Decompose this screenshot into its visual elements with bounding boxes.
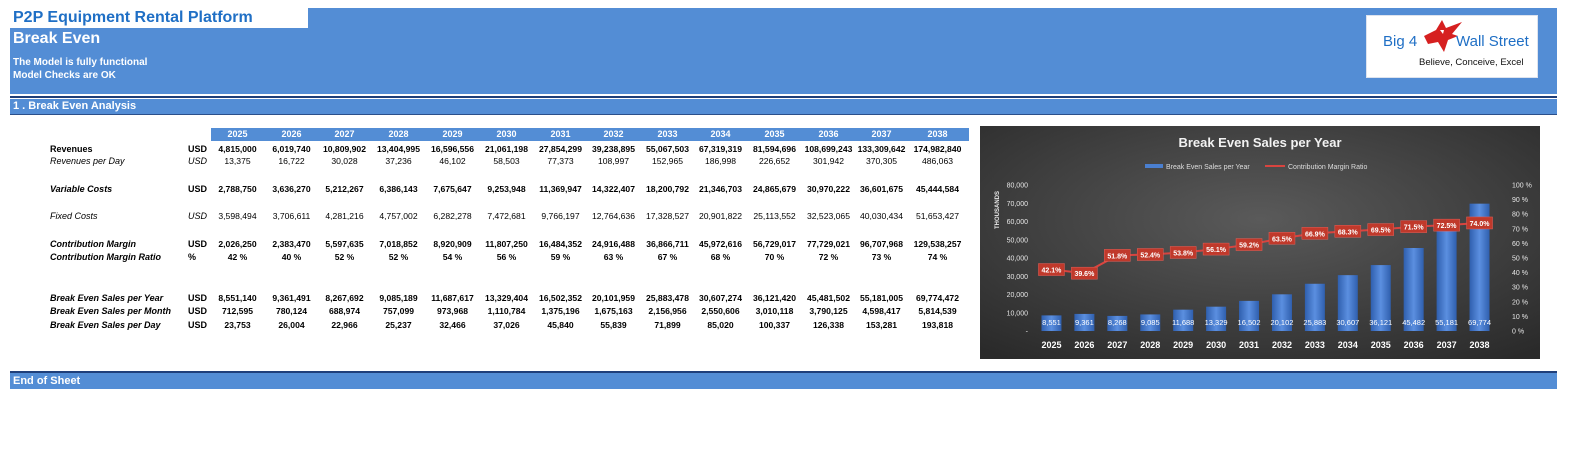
year-header: 2037 bbox=[871, 129, 892, 139]
row-label: Contribution Margin Ratio bbox=[50, 252, 161, 262]
table-cell: 3,706,611 bbox=[272, 211, 311, 221]
table-cell: 32,466 bbox=[439, 320, 466, 330]
row-label: Break Even Sales per Year bbox=[50, 293, 164, 303]
bar-value-label: 45,482 bbox=[1402, 318, 1426, 327]
app-title-box bbox=[10, 8, 308, 28]
bar-value-label: 8,268 bbox=[1107, 318, 1127, 327]
table-cell: 11,687,617 bbox=[431, 293, 474, 303]
table-cell: 36,121,420 bbox=[752, 293, 796, 303]
table-cell: 129,538,257 bbox=[913, 239, 962, 249]
table-cell: 52 % bbox=[388, 252, 409, 262]
table-cell: 30,028 bbox=[331, 156, 358, 166]
table-cell: 126,338 bbox=[812, 320, 845, 330]
table-cell: 42 % bbox=[227, 252, 248, 262]
table-cell: 2,550,606 bbox=[701, 306, 740, 316]
row-label: Fixed Costs bbox=[50, 211, 98, 221]
table-cell: 71,899 bbox=[654, 320, 681, 330]
table-cell: 3,010,118 bbox=[755, 306, 794, 316]
table-cell: 780,124 bbox=[275, 306, 308, 316]
y2-tick-label: 60 % bbox=[1512, 240, 1528, 248]
table-cell: 13,404,995 bbox=[376, 144, 420, 154]
year-header: 2030 bbox=[496, 129, 517, 139]
row-unit: USD bbox=[188, 306, 208, 316]
year-header: 2027 bbox=[334, 129, 355, 139]
table-cell: 186,998 bbox=[704, 156, 737, 166]
line-value-label: 42.1% bbox=[1041, 267, 1062, 275]
table-cell: 72 % bbox=[818, 252, 839, 262]
table-cell: 2,026,250 bbox=[218, 239, 257, 249]
table-cell: 20,901,822 bbox=[698, 211, 742, 221]
table-cell: 9,361,491 bbox=[272, 293, 311, 303]
table-cell: 14,322,407 bbox=[591, 184, 635, 194]
table-cell: 7,018,852 bbox=[379, 239, 418, 249]
table-cell: 193,818 bbox=[921, 320, 954, 330]
line-value-label: 66.9% bbox=[1304, 231, 1325, 239]
bar-value-label: 11,688 bbox=[1171, 318, 1195, 327]
table-cell: 74 % bbox=[927, 252, 948, 262]
table-cell: 45,972,616 bbox=[698, 239, 742, 249]
table-cell: 486,063 bbox=[921, 156, 954, 166]
table-cell: 10,809,902 bbox=[322, 144, 366, 154]
x-tick-label: 2034 bbox=[1337, 340, 1358, 350]
y-tick-label: 60,000 bbox=[1006, 219, 1028, 226]
table-cell: 23,753 bbox=[224, 320, 251, 330]
table-cell: 46,102 bbox=[439, 156, 466, 166]
table-cell: 56,729,017 bbox=[752, 239, 796, 249]
sheet-name: Break Even bbox=[13, 30, 101, 47]
table-cell: 77,373 bbox=[547, 156, 574, 166]
logo-right-text: Wall Street bbox=[1456, 33, 1529, 50]
table-cell: 12,764,636 bbox=[591, 211, 635, 221]
table-cell: 67,319,319 bbox=[698, 144, 742, 154]
y-tick-label: 80,000 bbox=[1006, 182, 1028, 190]
table-cell: 58,503 bbox=[493, 156, 520, 166]
table-cell: 6,386,143 bbox=[379, 184, 418, 194]
table-cell: 36,601,675 bbox=[859, 184, 903, 194]
line-value-label: 63.5% bbox=[1272, 236, 1292, 244]
y2-tick-label: 40 % bbox=[1512, 270, 1528, 278]
bar-value-label: 16,502 bbox=[1237, 318, 1261, 327]
y-axis-label: THOUSANDS bbox=[995, 190, 1001, 230]
x-tick-label: 2037 bbox=[1436, 340, 1457, 350]
y2-tick-label: 70 % bbox=[1512, 226, 1528, 234]
table-cell: 30,607,274 bbox=[698, 293, 742, 303]
table-cell: 22,966 bbox=[331, 320, 358, 330]
x-tick-label: 2036 bbox=[1403, 340, 1424, 350]
table-cell: 152,965 bbox=[651, 156, 684, 166]
y-tick-label: 40,000 bbox=[1006, 255, 1028, 263]
table-cell: 16,596,556 bbox=[430, 144, 474, 154]
line-value-label: 51.8% bbox=[1107, 253, 1128, 261]
year-header: 2033 bbox=[657, 129, 678, 139]
table-cell: 21,346,703 bbox=[698, 184, 742, 194]
x-tick-label: 2029 bbox=[1173, 340, 1194, 350]
y-tick-label: 10,000 bbox=[1006, 310, 1028, 318]
line-value-label: 59.2% bbox=[1239, 242, 1259, 250]
table-cell: 45,481,502 bbox=[806, 293, 850, 303]
table-cell: 712,595 bbox=[221, 306, 254, 316]
logo-tagline: Believe, Conceive, Excel bbox=[1419, 57, 1524, 68]
bar-value-label: 55,181 bbox=[1435, 318, 1459, 327]
table-cell: 68 % bbox=[710, 252, 731, 262]
table-cell: 1,110,784 bbox=[487, 306, 526, 316]
line-value-label: 71.5% bbox=[1403, 224, 1424, 232]
table-cell: 108,997 bbox=[597, 156, 630, 166]
line-value-label: 74.0% bbox=[1469, 220, 1490, 228]
table-cell: 11,369,947 bbox=[539, 184, 582, 194]
x-tick-label: 2033 bbox=[1304, 340, 1325, 350]
table-cell: 39,238,895 bbox=[591, 144, 635, 154]
table-cell: 108,699,243 bbox=[804, 144, 853, 154]
row-label: Contribution Margin bbox=[50, 239, 136, 249]
table-cell: 37,236 bbox=[385, 156, 412, 166]
footer-bar bbox=[10, 373, 1557, 389]
table-cell: 5,597,635 bbox=[325, 239, 364, 249]
y-tick-label: 70,000 bbox=[1006, 200, 1028, 208]
table-cell: 100,337 bbox=[758, 320, 791, 330]
table-cell: 2,156,956 bbox=[648, 306, 687, 316]
table-cell: 85,020 bbox=[707, 320, 734, 330]
table-cell: 30,970,222 bbox=[806, 184, 850, 194]
table-cell: 9,085,189 bbox=[379, 293, 418, 303]
table-cell: 8,920,909 bbox=[433, 239, 472, 249]
row-unit: USD bbox=[188, 293, 208, 303]
table-cell: 24,865,679 bbox=[752, 184, 796, 194]
table-cell: 11,807,250 bbox=[485, 239, 528, 249]
table-cell: 7,675,647 bbox=[433, 184, 472, 194]
x-tick-label: 2035 bbox=[1370, 340, 1391, 350]
table-cell: 52 % bbox=[334, 252, 355, 262]
table-cell: 4,598,417 bbox=[862, 306, 901, 316]
app-title: P2P Equipment Rental Platform bbox=[13, 9, 253, 26]
table-cell: 16,722 bbox=[278, 156, 305, 166]
table-cell: 37,026 bbox=[493, 320, 520, 330]
table-cell: 63 % bbox=[603, 252, 624, 262]
table-cell: 16,484,352 bbox=[538, 239, 582, 249]
table-cell: 18,200,792 bbox=[645, 184, 689, 194]
y2-tick-label: 20 % bbox=[1512, 299, 1528, 307]
row-label: Variable Costs bbox=[50, 184, 113, 194]
y-tick-label: - bbox=[1025, 328, 1028, 336]
table-cell: 51,653,427 bbox=[915, 211, 959, 221]
x-tick-label: 2038 bbox=[1469, 340, 1490, 350]
table-cell: 973,968 bbox=[436, 306, 469, 316]
table-cell: 20,101,959 bbox=[591, 293, 635, 303]
year-header: 2034 bbox=[710, 129, 731, 139]
legend-label: Break Even Sales per Year bbox=[1166, 164, 1250, 171]
x-tick-label: 2027 bbox=[1107, 340, 1128, 350]
table-cell: 3,598,494 bbox=[218, 211, 257, 221]
end-of-sheet-label: End of Sheet bbox=[13, 375, 81, 387]
line-value-label: 39.6% bbox=[1074, 271, 1095, 279]
bar-value-label: 25,883 bbox=[1303, 318, 1327, 327]
section-title: 1 . Break Even Analysis bbox=[13, 100, 137, 112]
table-cell: 96,707,968 bbox=[859, 239, 903, 249]
y2-tick-label: 100 % bbox=[1512, 182, 1532, 190]
row-label: Revenues bbox=[50, 144, 93, 154]
row-unit: USD bbox=[188, 211, 208, 221]
line-value-label: 72.5% bbox=[1436, 223, 1457, 231]
legend-label: Contribution Margin Ratio bbox=[1288, 164, 1368, 171]
table-cell: 70 % bbox=[764, 252, 785, 262]
x-tick-label: 2028 bbox=[1140, 340, 1161, 350]
table-cell: 24,916,488 bbox=[591, 239, 635, 249]
y-tick-label: 50,000 bbox=[1006, 237, 1028, 245]
table-cell: 40,030,434 bbox=[859, 211, 903, 221]
x-tick-label: 2025 bbox=[1041, 340, 1062, 350]
table-cell: 16,502,352 bbox=[538, 293, 582, 303]
y2-tick-label: 90 % bbox=[1512, 197, 1528, 205]
table-cell: 4,281,216 bbox=[325, 211, 364, 221]
table-cell: 69,774,472 bbox=[915, 293, 959, 303]
table-cell: 13,375 bbox=[224, 156, 251, 166]
bar-value-label: 9,085 bbox=[1140, 318, 1160, 327]
table-cell: 40 % bbox=[281, 252, 302, 262]
table-cell: 17,328,527 bbox=[645, 211, 689, 221]
bar-value-label: 30,607 bbox=[1336, 318, 1360, 327]
line-value-label: 53.8% bbox=[1173, 250, 1194, 258]
table-cell: 9,766,197 bbox=[541, 211, 580, 221]
year-header: 2029 bbox=[442, 129, 463, 139]
table-cell: 6,282,278 bbox=[433, 211, 472, 221]
table-cell: 301,942 bbox=[812, 156, 845, 166]
x-tick-label: 2031 bbox=[1239, 340, 1260, 350]
table-cell: 226,652 bbox=[758, 156, 791, 166]
y-tick-label: 20,000 bbox=[1006, 292, 1028, 299]
table-cell: 36,866,711 bbox=[646, 239, 689, 249]
line-value-label: 69.5% bbox=[1370, 227, 1391, 235]
table-cell: 21,061,198 bbox=[484, 144, 528, 154]
table-cell: 26,004 bbox=[278, 320, 305, 330]
y2-tick-label: 80 % bbox=[1512, 211, 1528, 219]
year-header: 2031 bbox=[550, 129, 571, 139]
row-unit: USD bbox=[188, 239, 208, 249]
year-header: 2025 bbox=[227, 129, 248, 139]
year-header: 2035 bbox=[764, 129, 785, 139]
row-unit: % bbox=[188, 252, 197, 262]
line-value-label: 52.4% bbox=[1140, 252, 1161, 260]
table-cell: 2,383,470 bbox=[272, 239, 311, 249]
table-cell: 174,982,840 bbox=[913, 144, 962, 154]
logo-left-text: Big 4 bbox=[1383, 33, 1418, 50]
section-header bbox=[10, 99, 1557, 115]
table-cell: 32,523,065 bbox=[806, 211, 850, 221]
y2-tick-label: 10 % bbox=[1512, 313, 1528, 321]
bar-value-label: 20,102 bbox=[1270, 318, 1294, 327]
table-cell: 153,281 bbox=[865, 320, 898, 330]
table-cell: 133,309,642 bbox=[857, 144, 906, 154]
table-cell: 25,113,552 bbox=[753, 211, 796, 221]
y2-tick-label: 50 % bbox=[1512, 255, 1528, 263]
x-tick-label: 2032 bbox=[1271, 340, 1292, 350]
row-unit: USD bbox=[188, 144, 208, 154]
divider bbox=[10, 96, 1557, 98]
y2-tick-label: 0 % bbox=[1512, 328, 1525, 336]
table-cell: 688,974 bbox=[328, 306, 361, 316]
bar-value-label: 69,774 bbox=[1468, 318, 1492, 327]
x-tick-label: 2030 bbox=[1206, 340, 1227, 350]
table-cell: 59 % bbox=[550, 252, 571, 262]
row-unit: USD bbox=[188, 184, 208, 194]
bar-value-label: 9,361 bbox=[1075, 318, 1094, 327]
year-header: 2036 bbox=[818, 129, 839, 139]
line-value-label: 56.1% bbox=[1206, 247, 1227, 255]
row-label: Break Even Sales per Day bbox=[50, 320, 161, 330]
row-unit: USD bbox=[188, 320, 208, 330]
legend-swatch-bars bbox=[1145, 164, 1163, 168]
table-cell: 1,675,163 bbox=[594, 306, 633, 316]
table-cell: 8,551,140 bbox=[218, 293, 257, 303]
row-label: Break Even Sales per Month bbox=[50, 306, 172, 316]
bar-value-label: 36,121 bbox=[1369, 318, 1393, 327]
y-tick-label: 30,000 bbox=[1006, 273, 1028, 281]
table-cell: 1,375,196 bbox=[541, 306, 580, 316]
row-label: Revenues per Day bbox=[50, 156, 125, 166]
table-cell: 27,854,299 bbox=[538, 144, 582, 154]
table-cell: 55,181,005 bbox=[859, 293, 903, 303]
table-cell: 4,757,002 bbox=[379, 211, 418, 221]
table-cell: 45,444,584 bbox=[915, 184, 959, 194]
company-logo bbox=[1366, 15, 1538, 78]
table-cell: 55,839 bbox=[600, 320, 627, 330]
table-cell: 7,472,681 bbox=[487, 211, 526, 221]
table-cell: 55,067,503 bbox=[645, 144, 689, 154]
table-cell: 25,883,478 bbox=[645, 293, 689, 303]
table-cell: 3,636,270 bbox=[272, 184, 311, 194]
year-header: 2026 bbox=[281, 129, 302, 139]
line-value-label: 68.3% bbox=[1337, 229, 1358, 237]
table-cell: 8,267,692 bbox=[325, 293, 364, 303]
table-cell: 45,840 bbox=[547, 320, 574, 330]
year-header: 2032 bbox=[603, 129, 624, 139]
table-cell: 370,305 bbox=[865, 156, 898, 166]
table-cell: 81,594,696 bbox=[752, 144, 796, 154]
table-cell: 4,815,000 bbox=[218, 144, 257, 154]
table-cell: 56 % bbox=[496, 252, 517, 262]
bar-value-label: 8,551 bbox=[1042, 318, 1061, 327]
bar-value-label: 13,329 bbox=[1204, 318, 1228, 327]
table-cell: 5,814,539 bbox=[918, 306, 957, 316]
table-cell: 13,329,404 bbox=[484, 293, 528, 303]
table-cell: 6,019,740 bbox=[272, 144, 311, 154]
table-cell: 9,253,948 bbox=[487, 184, 526, 194]
table-cell: 54 % bbox=[442, 252, 463, 262]
table-cell: 3,790,125 bbox=[809, 306, 848, 316]
table-cell: 67 % bbox=[657, 252, 678, 262]
year-header: 2028 bbox=[388, 129, 409, 139]
year-header: 2038 bbox=[927, 129, 948, 139]
table-cell: 73 % bbox=[871, 252, 892, 262]
model-checks-line: Model Checks are OK bbox=[13, 70, 116, 81]
x-tick-label: 2026 bbox=[1074, 340, 1095, 350]
model-status-line: The Model is fully functional bbox=[13, 57, 148, 68]
table-cell: 2,788,750 bbox=[218, 184, 257, 194]
table-cell: 77,729,021 bbox=[806, 239, 850, 249]
chart-title: Break Even Sales per Year bbox=[1178, 135, 1342, 150]
table-cell: 757,099 bbox=[382, 306, 415, 316]
break-even-chart bbox=[980, 126, 1540, 359]
bar bbox=[1437, 230, 1457, 331]
table-cell: 25,237 bbox=[385, 320, 412, 330]
row-unit: USD bbox=[188, 156, 208, 166]
y2-tick-label: 30 % bbox=[1512, 284, 1528, 292]
table-cell: 5,212,267 bbox=[325, 184, 364, 194]
